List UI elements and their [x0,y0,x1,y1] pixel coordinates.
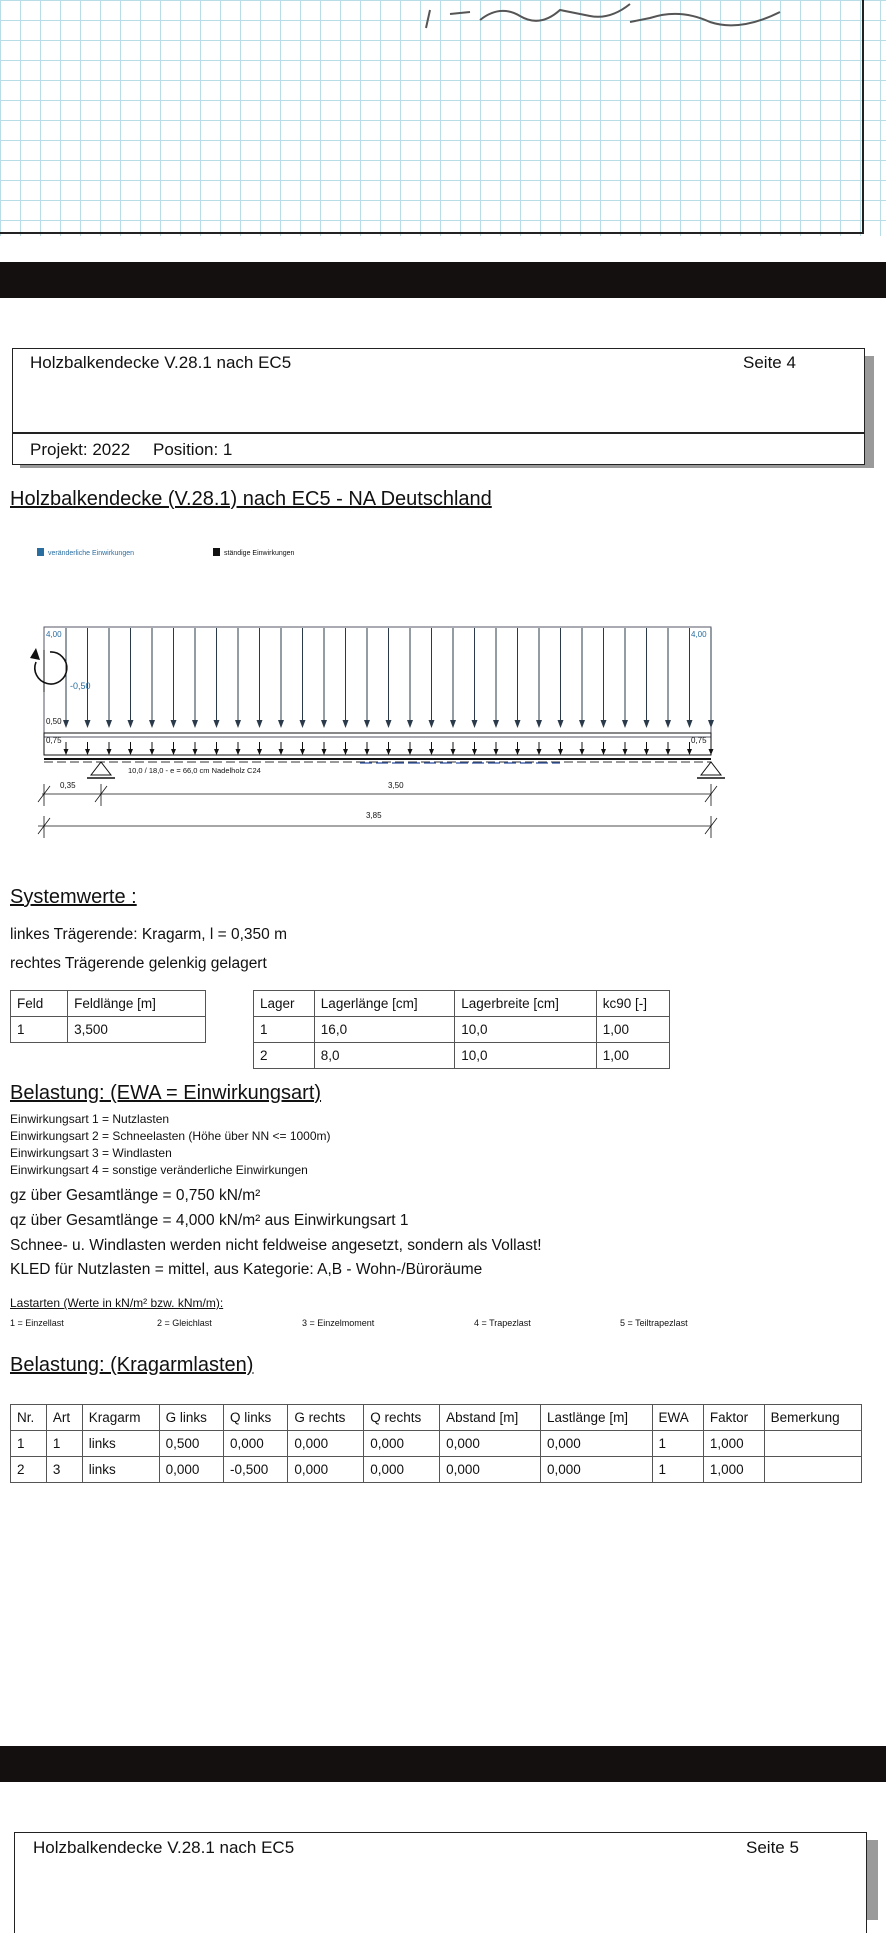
cantilever-load-table: Nr. Art Kragarm G links Q links G rechts Q rechts Abstand [m] Lastlänge [m] EWA Faktor Bemerkung 1 1 links 0,500 0,000 0,000 0,000 0,000 0,000 1 1,000 2 3 links 0,000 -0,500 0,000 0,000 0,000 0,000 1 1,000 [10,1404,862,1483]
header-page-number-2: Seite 5 [746,1838,799,1857]
header-title: Holzbalkendecke V.28.1 nach EC5 [30,353,292,372]
legend-variable-label: veränderliche Einwirkungen [48,550,134,557]
project-label: Projekt: 2022 [30,440,131,459]
load-left-perm1: 0,50 [46,717,62,726]
moment-value: -0,50 [70,681,91,691]
position-label: Position: 1 [153,440,233,459]
handwriting-scribble [380,0,860,30]
grid-paper-fragment [0,0,886,236]
support-table: Lager Lagerlänge [cm] Lagerbreite [cm] kc90 [-] 1 16,0 10,0 1,00 2 8,0 10,0 1,00 [253,990,670,1069]
header-title-2: Holzbalkendecke V.28.1 nach EC5 [33,1838,295,1857]
table-row: 2 8,0 10,0 1,00 [254,1043,670,1069]
dim-cantilever: 0,35 [60,781,76,790]
system-line-1: linkes Trägerende: Kragarm, l = 0,350 m [10,926,287,943]
legend-permanent-label: ständige Einwirkungen [224,550,295,557]
support-2 [701,762,721,775]
table-row: 2 3 links 0,000 -0,500 0,000 0,000 0,000 0,000 1 1,000 [11,1457,862,1483]
field-col-header: Feld [11,991,68,1017]
legend-permanent-swatch [213,548,220,556]
permanent-load-arrows [64,742,714,755]
gz-line: gz über Gesamtlänge = 0,750 kN/m² [10,1187,261,1204]
table-row: 1 16,0 10,0 1,00 [254,1017,670,1043]
load-left-top: 4,00 [46,630,62,639]
field-length-col-header: Feldlänge [m] [68,991,206,1017]
page-header-2 [14,1832,867,1933]
dim-span: 3,50 [388,781,404,790]
beam-diagram [0,540,886,850]
kled-line: KLED für Nutzlasten = mittel, aus Kategorie: A,B - Wohn-/Büroräume [10,1261,483,1278]
system-title: Systemwerte : [10,886,137,908]
support-1 [91,762,111,775]
page-divider [0,1746,886,1782]
load-left-perm2: 0,75 [46,736,62,745]
page-header [12,348,865,465]
legend-variable-swatch [37,548,44,556]
ewa-list: Einwirkungsart 1 = Nutzlasten Einwirkungsart 2 = Schneelasten (Höhe über NN <= 1000m) Einwirkungsart 3 = Windlasten Einwirkungsart 4 = sonstige veränderliche Einwirkungen [10,1112,331,1177]
qz-line: qz über Gesamtlänge = 4,000 kN/m² aus Einwirkungsart 1 [10,1212,409,1229]
lastarten-title: Lastarten (Werte in kN/m² bzw. kNm/m): [10,1296,224,1310]
permanent-load-area [44,733,711,755]
field-table [10,990,206,1043]
page-divider [0,262,886,298]
load-right-top: 4,00 [691,630,707,639]
variable-load-arrows [63,628,714,728]
header-page-number: Seite 4 [743,353,796,372]
table-row: 1 3,500 [11,1017,206,1043]
snow-line: Schnee- u. Windlasten werden nicht feldweise angesetzt, sondern als Vollast! [10,1237,542,1254]
table-row: 1 1 links 0,500 0,000 0,000 0,000 0,000 0,000 1 1,000 [11,1431,862,1457]
beam-label: 10,0 / 18,0 - e = 66,0 cm Nadelholz C24 [128,766,261,775]
variable-load-area [44,627,711,737]
load-right-perm: 0,75 [691,736,707,745]
dim-total: 3,85 [366,811,382,820]
cantilever-title: Belastung: (Kragarmlasten) [10,1354,254,1376]
document-title: Holzbalkendecke (V.28.1) nach EC5 - NA Deutschland [10,488,492,510]
system-line-2: rechtes Trägerende gelenkig gelagert [10,955,267,972]
moment-arc [35,652,67,684]
loads-title: Belastung: (EWA = Einwirkungsart) [10,1082,322,1104]
header-shadow [866,1840,878,1920]
